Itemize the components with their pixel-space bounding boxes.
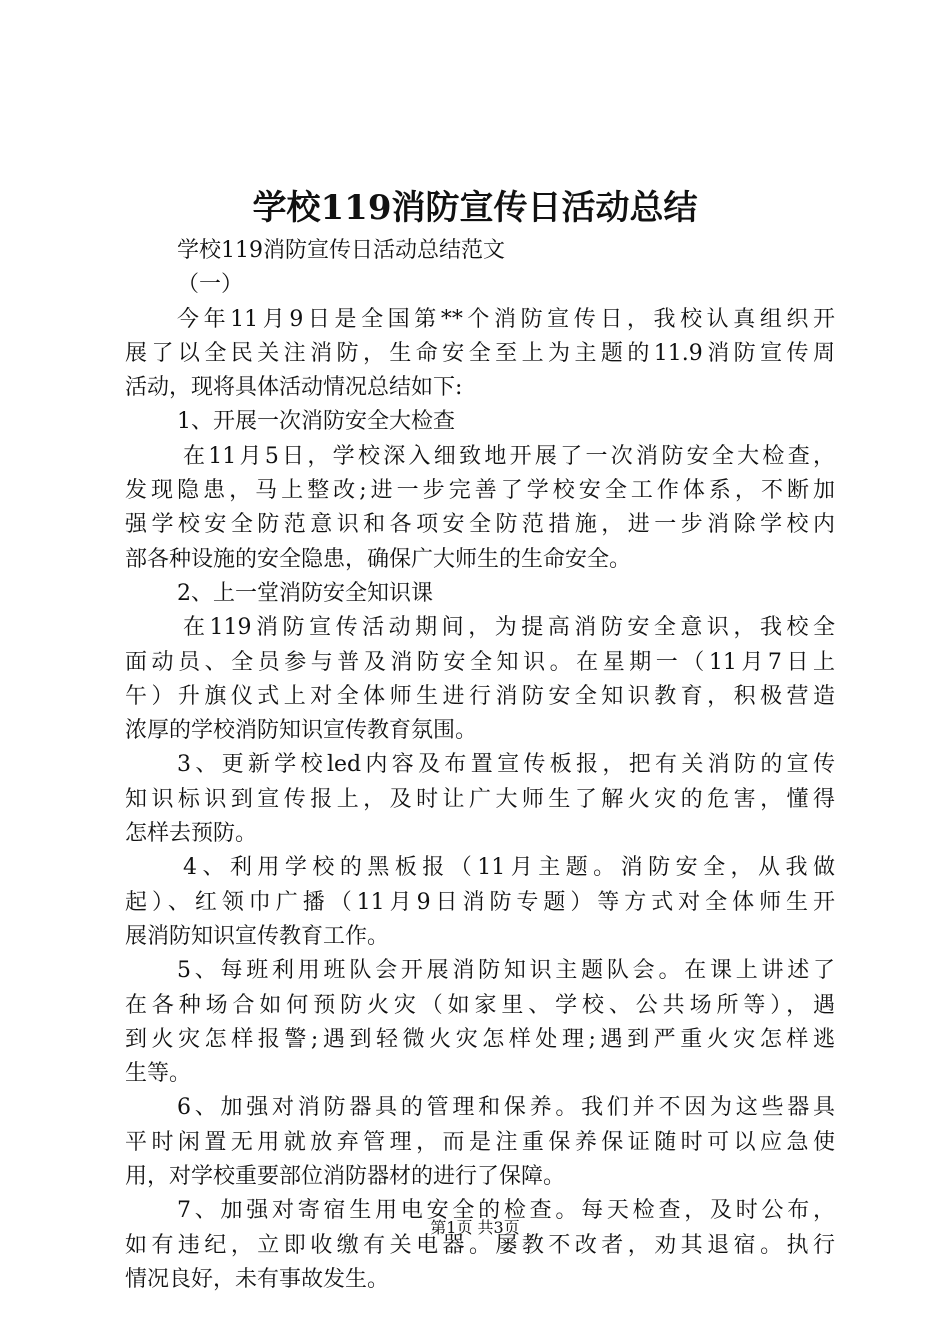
paragraph-line: 在各种场合如何预防火灾（如家里、学校、公共场所等），遇 (125, 992, 835, 1018)
document-body (125, 234, 835, 1297)
document-title: 学校119消防宣传日活动总结 (252, 188, 698, 228)
paragraph-line: 用，对学校重要部位消防器材的进行了保障。 (125, 1164, 566, 1190)
paragraph-line: 部各种设施的安全隐患，确保广大师生的生命安全。 (125, 546, 632, 572)
paragraph-line: 午）升旗仪式上对全体师生进行消防安全知识教育，积极营造 (125, 683, 835, 709)
paragraph-line: 3、更新学校led内容及布置宣传板报，把有关消防的宣传 (177, 752, 835, 778)
paragraph-line: 发现隐患，马上整改;进一步完善了学校安全工作体系，不断加 (125, 478, 835, 504)
paragraph-line: 6、加强对消防器具的管理和保养。我们并不因为这些器具 (177, 1095, 835, 1121)
paragraph-line: 起）、红领巾广播（11月9日消防专题）等方式对全体师生开 (125, 889, 835, 915)
paragraph-line: 在11月5日，学校深入细致地开展了一次消防安全大检查， (183, 443, 835, 469)
paragraph-line: 今年11月9日是全国第**个消防宣传日，我校认真组织开 (177, 306, 835, 332)
paragraph-line: 7、加强对寄宿生用电安全的检查。每天检查，及时公布， (177, 1198, 835, 1224)
page-footer: 第1页 共3页 (430, 1218, 520, 1237)
paragraph-line: 浓厚的学校消防知识宣传教育氛围。 (125, 718, 478, 744)
paragraph-line: 平时闲置无用就放弃管理，而是注重保养保证随时可以应急使 (125, 1129, 835, 1155)
paragraph-line: 展了以全民关注消防，生命安全至上为主题的11.9消防宣传周 (125, 340, 835, 366)
paragraph-line: 知识标识到宣传报上，及时让广大师生了解火灾的危害，懂得 (125, 786, 835, 812)
paragraph-line: 生等。 (125, 1061, 192, 1087)
paragraph-line: 强学校安全防范意识和各项安全防范措施，进一步消除学校内 (125, 512, 835, 538)
item-heading: 1、开展一次消防安全大检查 (177, 409, 455, 435)
paragraph-line: 5、每班利用班队会开展消防知识主题队会。在课上讲述了 (177, 958, 835, 984)
paragraph-line: 面动员、全员参与普及消防安全知识。在星期一（11月7日上 (125, 649, 835, 675)
paragraph-line: 在119消防宣传活动期间，为提高消防安全意识，我校全 (183, 615, 835, 641)
paragraph-line: 展消防知识宣传教育工作。 (125, 923, 390, 949)
item-heading: 2、上一堂消防安全知识课 (177, 580, 433, 606)
paragraph-line: 4、利用学校的黑板报（11月主题。消防安全，从我做 (183, 855, 835, 881)
section-number: （一） (177, 272, 244, 298)
paragraph-line: 活动，现将具体活动情况总结如下: (125, 375, 463, 401)
subtitle-line: 学校119消防宣传日活动总结范文 (177, 238, 505, 263)
paragraph-line: 怎样去预防。 (125, 821, 258, 847)
paragraph-line: 到火灾怎样报警;遇到轻微火灾怎样处理;遇到严重火灾怎样逃 (125, 1026, 835, 1052)
paragraph-line: 情况良好，未有事故发生。 (125, 1266, 390, 1292)
paragraph-line: 如有违纪，立即收缴有关电器。屡教不改者，劝其退宿。执行 (125, 1232, 835, 1258)
